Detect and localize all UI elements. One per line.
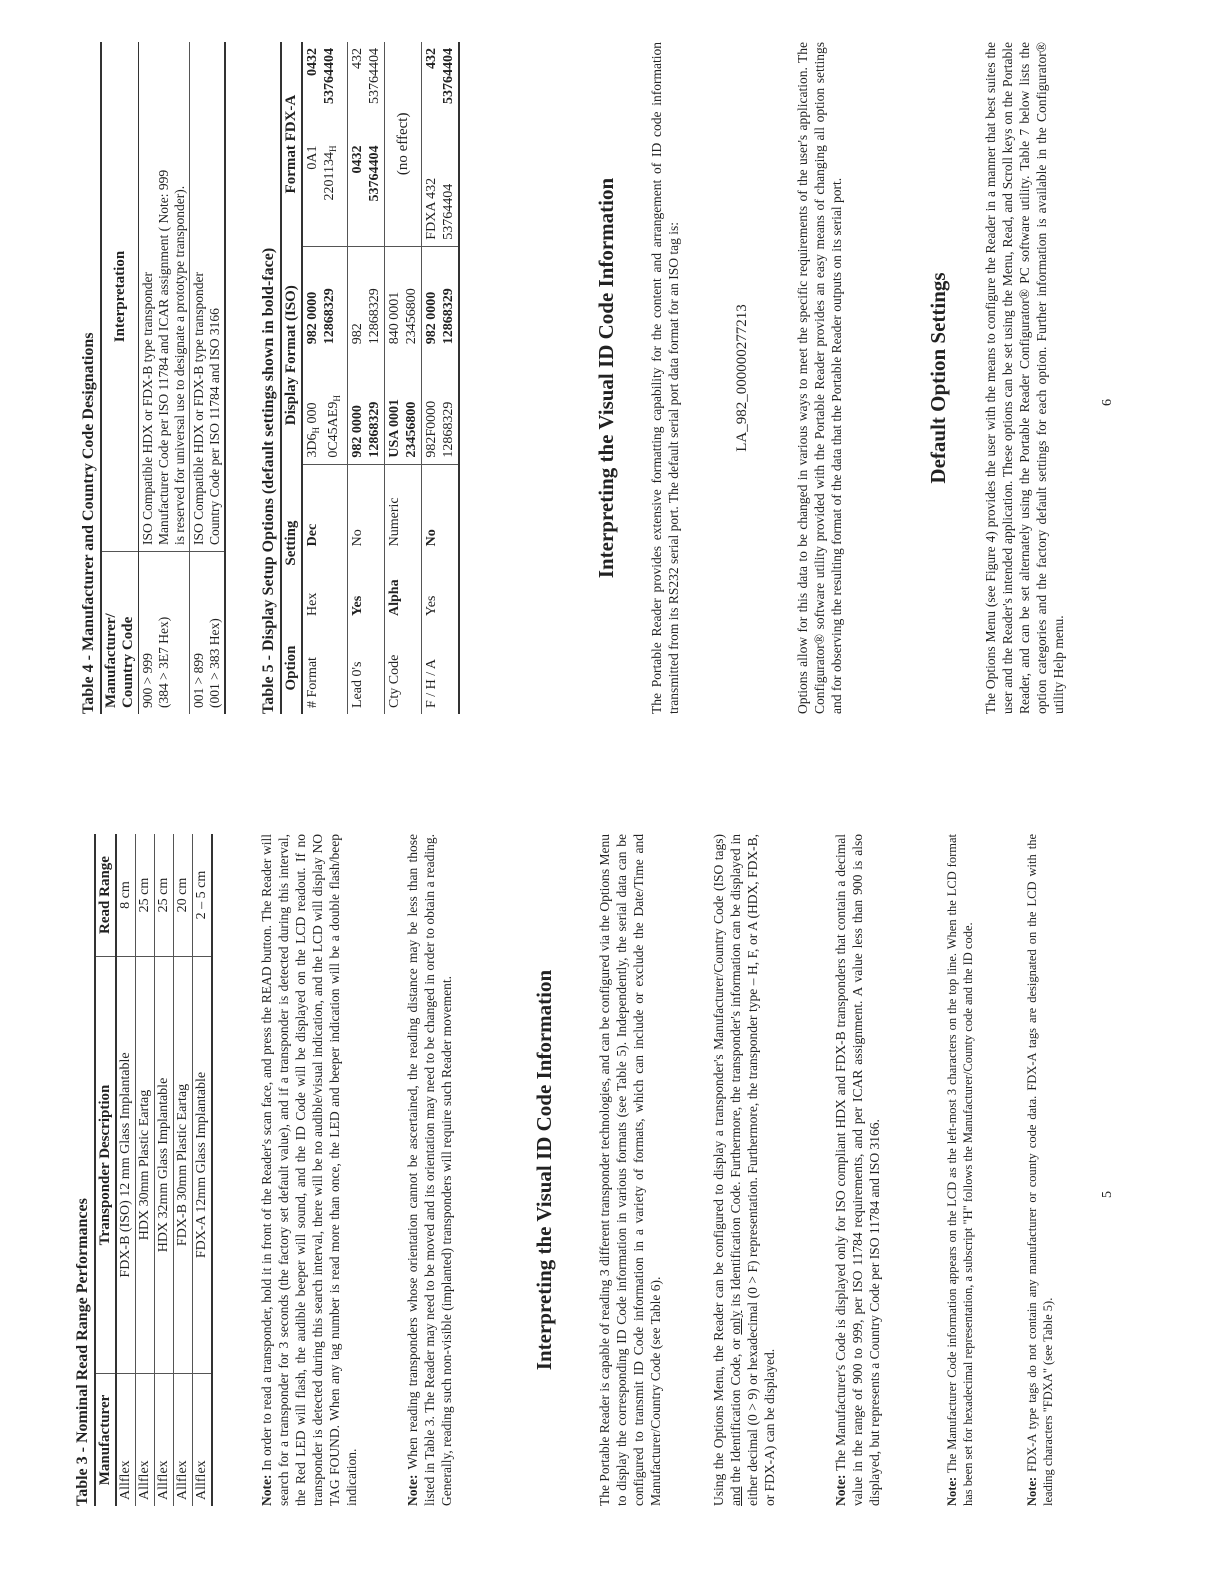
table3 [94, 834, 213, 1506]
option-format: # Format [302, 622, 348, 714]
value-line: 982 0000 [424, 291, 439, 345]
iso-numeric [385, 246, 422, 350]
value-line: 12868329 [441, 401, 456, 458]
table5-block [260, 42, 460, 714]
left-page [0, 792, 1224, 1584]
interp-line: ISO Compatible HDX or FDX-B type transponder [191, 272, 206, 545]
interp-line: Manufacturer Code per ISO 11784 and ICAR assignment ( Note: 999 [156, 169, 171, 545]
table4 [100, 42, 226, 714]
fdx-no [422, 42, 460, 140]
note-label: Note: [945, 1476, 959, 1506]
subscript-h: H [332, 395, 342, 402]
note-text: The Manufacturer Code information appears on the LCD as the left-most 3 characters on the top line. When the LCD format has been set for hexadecimal representation, a subscript "H" follows the Manufacturer/County code and the ID code. [945, 834, 975, 1506]
setting-hex: Hex [302, 552, 348, 622]
paragraph-default-options: The Options Menu (see Figure 4) provides the user with the means to configure the Reader in a manner that best suites the user and the Reader's intended application. These options can be set using the Menu, Read, and Scroll keys on the Portable Reader, and can be set alternately using the Portable Reader Configurator® PC software utility. Table 7 below lists the option categories and the factory default settings for each option. Further information is available in the Configurator® utility Help menu. [983, 42, 1066, 714]
option-fha: F / H / A [422, 622, 460, 714]
value-line: 23456800 [404, 288, 419, 345]
note-text: The Manufacturer's Code is displayed only for ISO compliant HDX and FDX-B transponders that contain a decimal value in the range of 900 to 999, per ISO 11784 requirements, and per ICAR assignment. A value less than 900 is also displayed, but represents a Country Code per ISO 11784 and ISO 3166. [833, 834, 882, 1506]
iso-no [348, 246, 385, 350]
note-text: FDX-A type tags do not contain any manufacturer or county code data. FDX-A tags are designated on the LCD with the leading characters "FDXA" (see Table 5). [1025, 834, 1055, 1506]
value-line: 12868329 [441, 288, 456, 345]
value-line: 982 [350, 323, 365, 345]
value-line [321, 146, 342, 240]
table3-cell-manufacturer: Allflex [155, 1374, 174, 1507]
iso-alpha [385, 350, 422, 464]
section-heading: Interpreting the Visual ID Code Information [594, 177, 618, 579]
table5-header-option: Option [281, 622, 302, 714]
table3-cell-range: 8 cm [116, 834, 136, 957]
iso-yes [348, 350, 385, 464]
table-row [385, 42, 422, 714]
note-label: Note: [833, 1474, 848, 1506]
table3-cell-range: 25 cm [136, 834, 155, 957]
table-row [139, 42, 190, 714]
table3-cell-manufacturer: Allflex [136, 1374, 155, 1507]
table-row [136, 834, 155, 1506]
table3-cell-description: FDX-A 12mm Glass Implantable [193, 957, 213, 1374]
value-line: 0432 [350, 145, 365, 174]
code-range-hex: (001 > 383 Hex) [207, 618, 222, 708]
value-line: 53764404 [441, 48, 456, 104]
value-line: 53764404 [441, 183, 456, 240]
table3-cell-range: 20 cm [174, 834, 193, 957]
text-run: its Identification Code. Furthermore, the transponder's information can be displayed in either decimal (0 > 9) or hexadecimal (0 > F) representation. Furthermore, the transponder type – H, F, or A (HDX, FDX-B, or FDX-A) can be displayed. [728, 834, 777, 1506]
serial-format-example: LA_982_000000277213 [734, 304, 750, 452]
paragraph-options-change: Options allow for this data to be changed in various ways to meet the specific requirements of the user's application. The Configurator® software utility provided with the Portable Reader provides an easy means of changing all option settings and for observing the resulting format of the data that the Portable Reader outputs on its serial port. [795, 42, 844, 714]
value-line: 840 0001 [387, 291, 402, 345]
value-line: 0432 [305, 48, 320, 76]
subscript-h: H [311, 427, 321, 434]
text-run-underlined: and [728, 1486, 743, 1506]
code-range: 900 > 999 [140, 653, 155, 708]
table3-caption: Table 3 - Nominal Read Range Performances [74, 1198, 91, 1506]
fdx-yes [348, 140, 385, 247]
table3-cell-manufacturer: Allflex [193, 1374, 213, 1507]
note-fdxa [1024, 834, 1056, 1506]
table-row [193, 834, 213, 1506]
setting-no: No [422, 464, 460, 552]
table3-cell-range: 25 cm [155, 834, 174, 957]
table4-header-interpretation: Interpretation [101, 42, 139, 552]
setting-no: No [348, 464, 385, 552]
setting-yes: Yes [348, 552, 385, 622]
note-label: Note: [1025, 1476, 1039, 1506]
paragraph-options-menu [710, 834, 778, 1506]
iso-yes [422, 350, 460, 464]
note-manufacturer-code [832, 834, 883, 1506]
table-row [348, 42, 385, 714]
value-line: 432 [424, 48, 439, 69]
value-line: 23456800 [404, 401, 419, 458]
value-line: 53764404 [367, 145, 382, 202]
table-row [302, 42, 348, 714]
note-text: When reading transponders whose orientation cannot be ascertained, the reading distance may be less than those listed in Table 3. The Reader may need to be moved and its orientation may need to be changed in order to obtain a reading. Generally, reading such non-visible (implanted) transponders will require such Reader movement. [405, 834, 454, 1506]
iso-dec [302, 246, 348, 350]
fdx-hex [302, 140, 348, 247]
table3-header-read-range: Read Range [95, 834, 116, 957]
interp-line: ISO Compatible HDX or FDX-B type transponder [140, 272, 155, 545]
table5-header-fdxa: Format FDX-A [281, 42, 302, 246]
iso-no [422, 246, 460, 350]
table3-block [74, 834, 213, 1506]
option-lead-zeros: Lead 0's [348, 622, 385, 714]
value-line [325, 356, 346, 457]
text-run: Using the Options Menu, the Reader can be configured to display a transponder's Manufacturer/Country Code (ISO tags) [711, 834, 726, 1506]
text-run-underlined: only [728, 1310, 743, 1335]
table4-cell-interpretation [190, 42, 226, 552]
table3-cell-description: FDX-B (ISO) 12 mm Glass Implantable [116, 957, 136, 1374]
note-label: Note: [405, 1474, 420, 1506]
value-line: 12868329 [322, 288, 337, 345]
note-text: In order to read a transponder, hold it in front of the Reader's scan face, and press the READ button. The Reader will search for a transponder for 3 seconds (the factory set default value), and if a transponder is detected during this interval, the Red LED will flash, the audible beeper will sound, and the ID Code will be displayed on the LCD readout. If no transponder is detected during this search interval, there will be no audible/visual indication, and the LCD will display NO TAG FOUND. When any tag number is read more than once, the LED and beeper indication will be a double flash/beep indication. [259, 834, 359, 1506]
value-line: FDXA 432 [424, 177, 439, 240]
table3-cell-manufacturer: Allflex [174, 1374, 193, 1507]
table5-header-setting: Setting [281, 464, 302, 622]
table5-caption: Table 5 - Display Setup Options (default settings shown in bold-face) [260, 247, 277, 714]
value: 2201134 [322, 152, 337, 201]
value-line: 982F0000 [424, 400, 439, 458]
iso-hex [302, 350, 348, 464]
table4-caption: Table 4 - Manufacturer and Country Code Designations [80, 332, 97, 714]
table3-cell-range: 2 – 5 cm [193, 834, 213, 957]
table-row [116, 834, 136, 1506]
table-row [190, 42, 226, 714]
setting-dec: Dec [302, 464, 348, 552]
table4-block [80, 42, 226, 714]
value-line: 982 0000 [305, 291, 320, 345]
note-lcd-code [944, 834, 976, 1506]
table4-cell-code [139, 552, 190, 715]
value-line: 53764404 [367, 48, 382, 104]
paragraph-serial-format: The Portable Reader provides extensive formatting capability for the content and arrangement of ID code information transmitted from its RS232 serial port. The default serial port data format for an ISO tag is: [649, 42, 681, 714]
value-line: 12868329 [367, 401, 382, 458]
value: 0C45AE9 [326, 401, 341, 458]
table4-header-code: Manufacturer/ Country Code [101, 552, 139, 715]
table3-header-row [95, 834, 116, 1506]
table3-cell-manufacturer: Allflex [116, 1374, 136, 1507]
code-range: 001 > 899 [191, 653, 206, 708]
paragraph-capabilities: The Portable Reader is capable of reading 3 different transponder technologies, and can be configured via the Options Menu to display the corresponding ID Code information in various formats (see Table 5). Independently, the serial data can be configured to transmit ID Code information in a variety of formats, which can include or exclude the Date/Time and Manufacturer/Country Code (see Table 6). [597, 834, 663, 1506]
table3-header-manufacturer: Manufacturer [95, 1374, 116, 1507]
text-run: the Identification Code, or [728, 1334, 743, 1487]
table5-header-row [281, 42, 302, 714]
value: 000 [305, 402, 320, 428]
table3-cell-description: FDX-B 30mm Plastic Eartag [174, 957, 193, 1374]
table3-cell-description: HDX 30mm Plastic Eartag [136, 957, 155, 1374]
table3-cell-description: HDX 32mm Glass Implantable [155, 957, 174, 1374]
table4-header-row [101, 42, 139, 714]
fdx-dec [302, 42, 348, 140]
interp-line: is reserved for universal use to designate a prototype transponder). [172, 185, 187, 545]
value-line: 982 0000 [350, 405, 365, 458]
setting-yes: Yes [422, 552, 460, 622]
table-row [422, 42, 460, 714]
table5 [280, 42, 460, 714]
table4-cell-interpretation [139, 42, 190, 552]
setting-alpha: Alpha [385, 552, 422, 622]
value-line: USA 0001 [387, 398, 402, 458]
value-line: 53764404 [322, 48, 337, 104]
fdx-yes [422, 140, 460, 247]
note-orientation [404, 834, 455, 1506]
value-line [304, 356, 325, 457]
section-heading: Interpreting the Visual ID Code Information [532, 969, 556, 1371]
fdx-no-effect: (no effect) [385, 42, 422, 246]
subscript-h: H [328, 145, 338, 153]
table-row [174, 834, 193, 1506]
value-line: 12868329 [367, 288, 382, 345]
page-number: 5 [1100, 1191, 1115, 1198]
table5-header-iso: Display Format (ISO) [281, 246, 302, 464]
option-country-code: Cty Code [385, 622, 422, 714]
value-line: 432 [350, 48, 365, 69]
table-row [155, 834, 174, 1506]
value-line: 0A1 [305, 145, 320, 170]
section-heading-defaults: Default Option Settings [926, 272, 950, 484]
code-range-hex: (384 > 3E7 Hex) [156, 616, 171, 708]
table3-header-description: Transponder Description [95, 957, 116, 1374]
setting-numeric: Numeric [385, 464, 422, 552]
note-label: Note: [259, 1474, 274, 1506]
page-number: 6 [1100, 399, 1115, 406]
fdx-no [348, 42, 385, 140]
note-read-procedure [258, 834, 360, 1506]
table4-cell-code [190, 552, 226, 715]
interp-line: Country Code per ISO 11784 and ISO 3166 [207, 308, 222, 545]
value: 3D6 [305, 433, 320, 458]
